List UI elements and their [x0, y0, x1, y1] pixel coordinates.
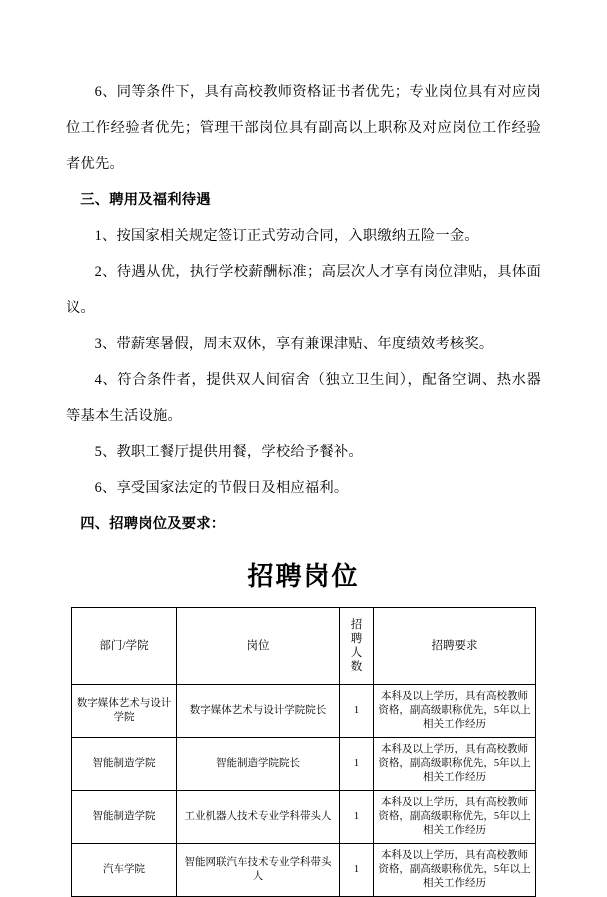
section3-item-3: 3、带薪寒暑假，周末双休，享有兼课津贴、年度绩效考核奖。	[94, 336, 494, 352]
table-header-dept: 部门/学院	[72, 608, 177, 685]
section3-item-5: 5、教职工餐厅提供用餐，学校给予餐补。	[94, 444, 363, 460]
cell-department: 智能制造学院	[72, 791, 177, 844]
cell-number: 1	[340, 685, 374, 738]
cell-number: 1	[340, 738, 374, 791]
section-heading-four: 四、招聘岗位及要求：	[80, 516, 226, 532]
table-header-number-line-3: 人	[350, 647, 363, 659]
cell-requirements: 本科及以上学历，具有高校教师资格，副高级职称优先，5年以上相关工作经历	[374, 844, 536, 897]
cell-number: 1	[340, 844, 374, 897]
table-header-number-line-1: 招	[350, 619, 363, 631]
table-row	[72, 791, 536, 844]
cell-number: 1	[340, 791, 374, 844]
table-header-post: 岗位	[177, 608, 340, 685]
table-header-row	[72, 608, 536, 685]
cell-requirements: 本科及以上学历，具有高校教师资格，副高级职称优先，5年以上相关工作经历	[374, 738, 536, 791]
cell-position: 智能制造学院院长	[177, 738, 340, 791]
section3-item-2: 2、待遇从优，执行学校薪酬标准；高层次人才享有岗位津贴，具体面议。	[66, 264, 541, 316]
cell-position: 数字媒体艺术与设计学院院长	[177, 685, 340, 738]
cell-position: 智能网联汽车技术专业学科带头人	[177, 844, 340, 897]
cell-requirements: 本科及以上学历，具有高校教师资格，副高级职称优先，5年以上相关工作经历	[374, 791, 536, 844]
cell-department: 智能制造学院	[72, 738, 177, 791]
recruitment-table	[71, 607, 536, 897]
table-row	[72, 844, 536, 897]
table-title: 招聘岗位	[247, 562, 360, 591]
section3-item-6: 6、享受国家法定的节假日及相应福利。	[94, 480, 349, 496]
table-row	[72, 685, 536, 738]
paragraph-item-6: 6、同等条件下，具有高校教师资格证书者优先；专业岗位具有对应岗位工作经验者优先；管理干部岗位具有副高以上职称及对应岗位工作经验者优先。	[66, 84, 541, 172]
section3-item-1: 1、按国家相关规定签订正式劳动合同，入职缴纳五险一金。	[94, 228, 479, 244]
table-row	[72, 738, 536, 791]
cell-department: 汽车学院	[72, 844, 177, 897]
table-header-requirements: 招聘要求	[374, 608, 536, 685]
section-heading-three: 三、聘用及福利待遇	[80, 192, 211, 208]
cell-requirements: 本科及以上学历，具有高校教师资格，副高级职称优先，5年以上相关工作经历	[374, 685, 536, 738]
cell-position: 工业机器人技术专业学科带头人	[177, 791, 340, 844]
table-header-number	[340, 608, 374, 685]
table-header-number-line-2: 聘	[350, 633, 363, 645]
cell-department: 数字媒体艺术与设计学院	[72, 685, 177, 738]
table-header-number-line-4: 数	[350, 661, 363, 673]
section3-item-4: 4、符合条件者，提供双人间宿舍（独立卫生间），配备空调、热水器等基本生活设施。	[66, 372, 541, 424]
